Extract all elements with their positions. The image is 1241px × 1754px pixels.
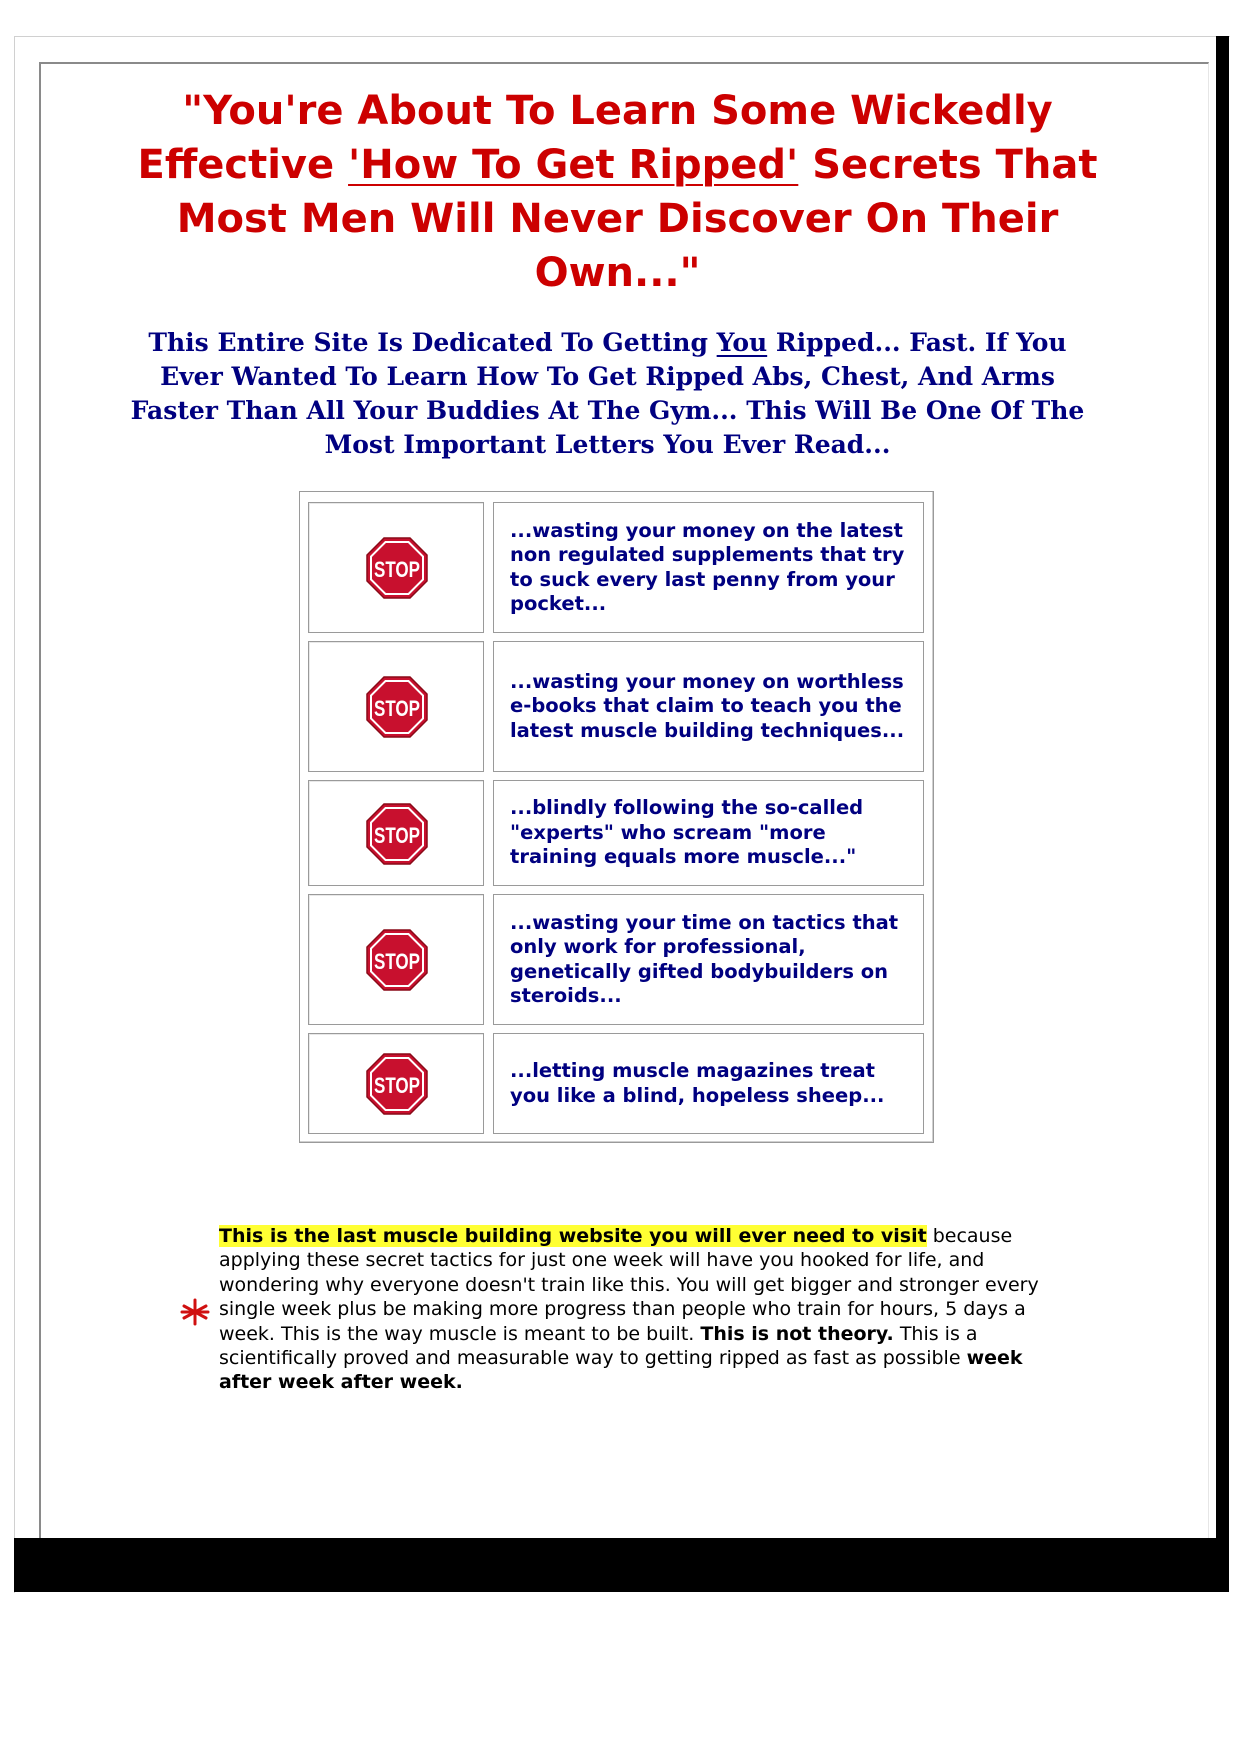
stop-list-table bbox=[299, 491, 934, 1143]
stop-text-cell bbox=[493, 780, 924, 886]
promo-bold-2: week after week after week. bbox=[219, 1347, 1023, 1394]
stop-text-cell bbox=[493, 894, 924, 1025]
stop-icon-cell bbox=[308, 1033, 484, 1134]
subhead-pre: This Entire Site Is Dedicated To Getting bbox=[148, 328, 717, 357]
stop-item-text: ...wasting your money on the latest non regulated supplements that try to suck every last penny from your pocket... bbox=[510, 518, 905, 615]
promo-body-1: because applying these secret tactics for just one week will have you hooked for life, and wondering why everyone doesn't train like this. You will get bigger and stronger every single week plus be making more progress than people who train for hours, 5 days a week. This is the way muscle is meant to be built. bbox=[219, 1225, 1039, 1345]
asterisk-icon bbox=[180, 1297, 210, 1327]
stop-row bbox=[308, 1033, 924, 1134]
stop-item-text: ...blindly following the so-called "experts" who scream "more training equals more muscle..." bbox=[510, 796, 864, 869]
svg-text:STOP: STOP bbox=[374, 1073, 420, 1098]
svg-text:STOP: STOP bbox=[374, 696, 420, 721]
stop-sign-icon bbox=[365, 536, 429, 600]
subhead-post: Ripped... Fast. If You Ever Wanted To Learn How To Get Ripped Abs, Chest, And Arms Faster Than All Your Buddies At The Gym... This Will Be One Of The Most Important Letters You Ever Read... bbox=[130, 328, 1085, 459]
page-shadow-right bbox=[1216, 36, 1229, 1592]
headline-link[interactable]: 'How To Get Ripped' bbox=[348, 142, 799, 188]
stop-icon-cell bbox=[308, 894, 484, 1025]
stop-row bbox=[308, 502, 924, 633]
stop-row bbox=[308, 641, 924, 772]
stop-text-cell bbox=[493, 1033, 924, 1134]
stop-text-cell bbox=[493, 502, 924, 633]
svg-text:STOP: STOP bbox=[374, 557, 420, 582]
svg-text:STOP: STOP bbox=[374, 823, 420, 848]
stop-icon-cell bbox=[308, 502, 484, 633]
promo-body-2: This is a scientifically proved and measurable way to getting ripped as fast as possible bbox=[219, 1322, 978, 1370]
headline-post: Secrets That Most Men Will Never Discover On Their Own..." bbox=[176, 142, 1098, 296]
promo-highlight: This is the last muscle building website you will ever need to visit bbox=[219, 1225, 927, 1247]
stop-row bbox=[308, 894, 924, 1025]
stop-icon-cell bbox=[308, 641, 484, 772]
stop-sign-icon bbox=[365, 675, 429, 739]
promo-paragraph bbox=[219, 1224, 1049, 1395]
stop-sign-icon bbox=[365, 928, 429, 992]
stop-item-text: ...wasting your money on worthless e-books that claim to teach you the latest muscle building techniques... bbox=[510, 669, 905, 742]
stop-text-cell bbox=[493, 641, 924, 772]
stop-item-text: ...wasting your time on tactics that only work for professional, genetically gifted bodybuilders on steroids... bbox=[510, 910, 899, 1007]
headline bbox=[130, 84, 1105, 300]
promo-bold-1: This is not theory. bbox=[700, 1322, 894, 1345]
subhead-emphasis: You bbox=[716, 328, 768, 357]
stop-sign-icon bbox=[365, 802, 429, 866]
subheadline bbox=[115, 326, 1100, 462]
stop-sign-icon bbox=[365, 1052, 429, 1116]
stop-icon-cell bbox=[308, 780, 484, 886]
headline-pre: "You're About To Learn Some Wickedly Effective bbox=[137, 88, 1053, 188]
stop-row bbox=[308, 780, 924, 886]
svg-text:STOP: STOP bbox=[374, 949, 420, 974]
page-shadow-bottom bbox=[14, 1538, 1229, 1592]
stop-item-text: ...letting muscle magazines treat you like a blind, hopeless sheep... bbox=[510, 1059, 885, 1107]
